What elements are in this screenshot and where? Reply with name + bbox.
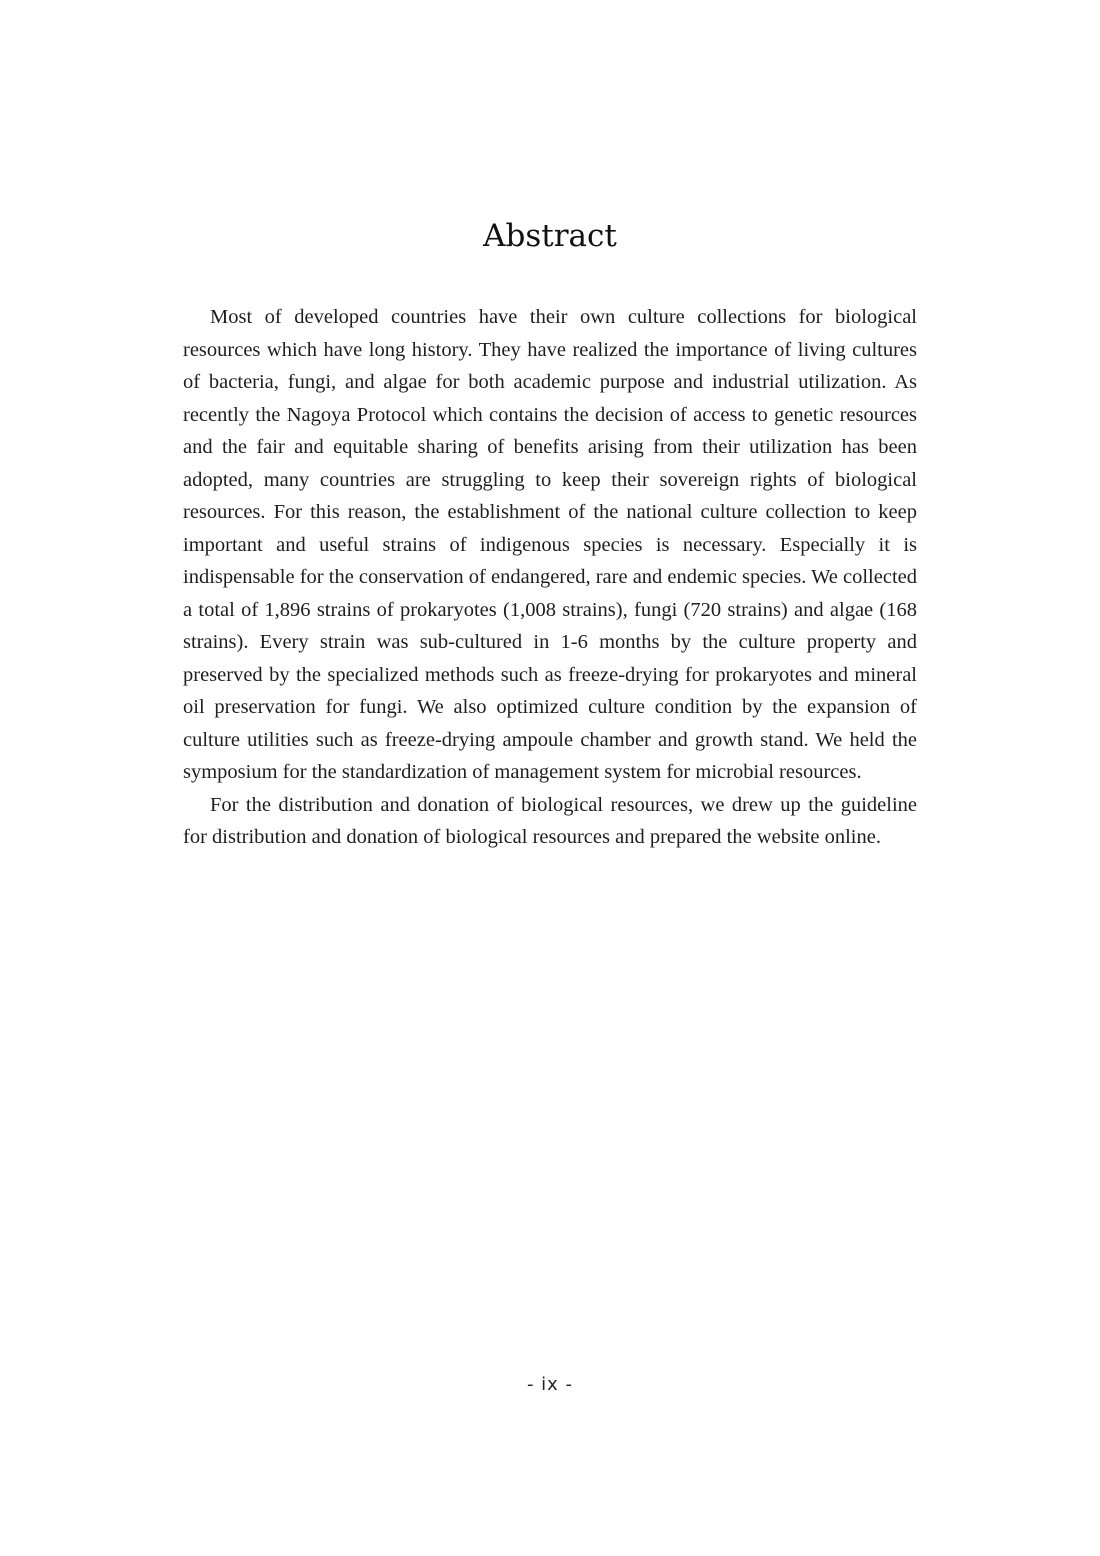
abstract-paragraph-2: For the distribution and donation of biological resources, we drew up the guideline for distribution and donation of biological resources and prepared the website online. (183, 793, 917, 848)
abstract-paragraph-1: Most of developed countries have their own culture collections for biological resources which have long history. They have realized the importance of living cultures of bacteria, fungi, and algae for both academic purpose and industrial utilization. As recently the Nagoya Protocol which contains the decision of access to genetic resources and the fair and equitable sharing of benefits arising from their utilization has been adopted, many countries are struggling to keep their sovereign rights of biological resources. For this reason, the establishment of the national culture collection to keep important and useful strains of indigenous species is necessary. Especially it is indispensable for the conservation of endangered, rare and endemic species. We collected a total of 1,896 strains of prokaryotes (1,008 strains), fungi (720 strains) and algae (168 strains). Every strain was sub-cultured in 1-6 months by the culture property and preserved by the specialized methods such as freeze-drying for prokaryotes and mineral oil preservation for fungi. We also optimized culture condition by the expansion of culture utilities such as freeze-drying ampoule chamber and growth stand. We held the symposium for the standardization of management system for microbial resources. (183, 306, 917, 783)
page-number: - ix - (526, 1374, 574, 1395)
abstract-body (183, 301, 917, 854)
page-title: Abstract (483, 218, 617, 254)
